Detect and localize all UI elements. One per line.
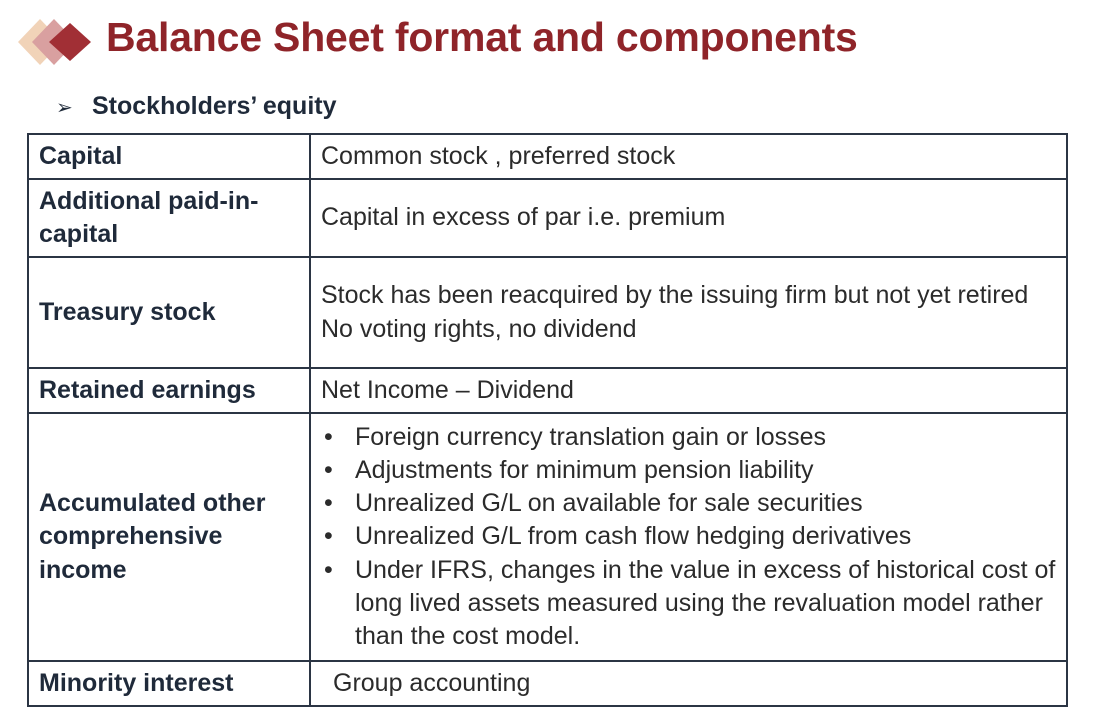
table-row bbox=[28, 257, 1067, 368]
diamond-logo-icon bbox=[14, 14, 98, 74]
list-item: • Unrealized G/L from cash flow hedging derivatives bbox=[321, 520, 1056, 553]
row-value bbox=[310, 179, 1067, 257]
row-value bbox=[310, 413, 1067, 661]
value-line: Stock has been reacquired by the issuing firm but not yet retired bbox=[321, 281, 1029, 310]
table-row bbox=[28, 368, 1067, 413]
bullet-dot-icon: • bbox=[324, 422, 333, 451]
row-label: Accumulated other comprehensive income bbox=[28, 413, 310, 661]
row-label: Additional paid-in-capital bbox=[28, 179, 310, 257]
row-label: Capital bbox=[28, 134, 310, 179]
row-label: Treasury stock bbox=[28, 257, 310, 368]
row-label: Retained earnings bbox=[28, 368, 310, 413]
row-value bbox=[310, 368, 1067, 413]
arrow-bullet-icon: ➢ bbox=[56, 97, 73, 119]
row-value bbox=[310, 134, 1067, 179]
bullet-dot-icon: • bbox=[324, 522, 333, 551]
row-value bbox=[310, 661, 1067, 706]
row-label: Minority interest bbox=[28, 661, 310, 706]
list-item: • Unrealized G/L on available for sale securities bbox=[321, 487, 1056, 520]
list-item: • Adjustments for minimum pension liability bbox=[321, 454, 1056, 487]
equity-components-table bbox=[27, 133, 1068, 707]
value-line: No voting rights, no dividend bbox=[321, 314, 637, 343]
list-item: • Under IFRS, changes in the value in excess of historical cost of long lived assets measured using the revaluation model rather than the cost model. bbox=[324, 555, 1056, 651]
page-title: Balance Sheet format and components bbox=[106, 14, 858, 60]
table-row bbox=[28, 661, 1067, 706]
value-line: Capital in excess of par i.e. premium bbox=[321, 203, 726, 232]
section-subtitle bbox=[56, 92, 337, 121]
subtitle-text: Stockholders’ equity bbox=[92, 92, 337, 120]
bullet-list bbox=[321, 421, 1056, 654]
bullet-dot-icon: • bbox=[324, 455, 333, 484]
table-row bbox=[28, 413, 1067, 661]
value-line: Common stock , preferred stock bbox=[321, 141, 676, 170]
list-item: • Foreign currency translation gain or losses bbox=[321, 421, 1056, 454]
row-value bbox=[310, 257, 1067, 368]
value-line: Group accounting bbox=[333, 668, 531, 697]
bullet-dot-icon: • bbox=[324, 555, 333, 584]
table-row bbox=[28, 134, 1067, 179]
table-row bbox=[28, 179, 1067, 257]
bullet-dot-icon: • bbox=[324, 489, 333, 518]
value-line: Net Income – Dividend bbox=[321, 375, 574, 404]
